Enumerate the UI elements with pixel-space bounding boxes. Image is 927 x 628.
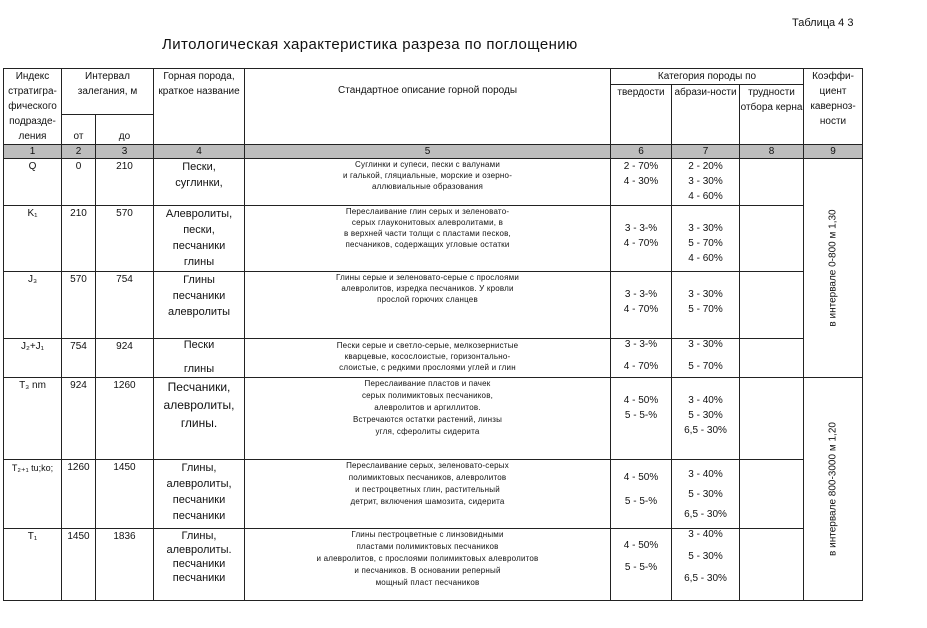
depth-from: 210 xyxy=(62,206,96,272)
col-num: 3 xyxy=(96,145,154,159)
col-num: 1 xyxy=(4,145,62,159)
depth-from: 1260 xyxy=(62,460,96,529)
coefficient-upper xyxy=(804,159,863,378)
col-num: 4 xyxy=(154,145,245,159)
rock-description: Пески серые и светло-серые, мелкозернистые кварцевые, косослоистые, горизонтально- слоистые, с редкими прослоями углей и глин xyxy=(245,339,611,378)
coring-value xyxy=(740,272,804,339)
hardness-value: 4 - 50% 5 - 5-% xyxy=(611,460,672,529)
depth-to: 210 xyxy=(96,159,154,206)
abrasiveness-value: 3 - 30% 5 - 70% xyxy=(672,272,740,339)
depth-to: 924 xyxy=(96,339,154,378)
header-abrasiveness: абрази-ности xyxy=(672,85,740,145)
rock-description: Переслаивание пластов и пачек серых полимиктовых песчаников, алевролитов и аргиллитов. Встречаются остатки растений, линзы угля, сферолиты сидерита xyxy=(245,378,611,460)
rock-description: Суглинки и супеси, пески с валунами и галькой, гляциальные, морские и озерно- аллювиальные образования xyxy=(245,159,611,206)
depth-from: 924 xyxy=(62,378,96,460)
hardness-value: 3 - 3-% 4 - 70% xyxy=(611,272,672,339)
col-num: 2 xyxy=(62,145,96,159)
coring-value xyxy=(740,159,804,206)
abrasiveness-value: 3 - 40% 5 - 30% 6,5 - 30% xyxy=(672,460,740,529)
strat-index: J₂+J₁ xyxy=(4,339,62,378)
depth-to: 570 xyxy=(96,206,154,272)
table-row xyxy=(4,378,863,460)
col-num: 7 xyxy=(672,145,740,159)
table-row xyxy=(4,529,863,601)
depth-from: 570 xyxy=(62,272,96,339)
hardness-value: 3 - 3-% 4 - 70% xyxy=(611,339,672,378)
rock-description: Переслаивание серых, зеленовато-серых полимиктовых песчаников, алевролитов и пестроцветных глин, растительный детрит, включения шамозита, сидерита xyxy=(245,460,611,529)
abrasiveness-value: 3 - 30% 5 - 70% xyxy=(672,339,740,378)
header-description: Стандартное описание горной породы xyxy=(245,69,611,145)
abrasiveness-value: 3 - 40% 5 - 30% 6,5 - 30% xyxy=(672,378,740,460)
strat-index: J₃ xyxy=(4,272,62,339)
strat-index: T₁ xyxy=(4,529,62,601)
table-row xyxy=(4,159,863,206)
header-coring: трудности отбора керна xyxy=(740,85,804,145)
rock-name: Песчаники, алевролиты, глины. xyxy=(154,378,245,460)
rock-name: Глины песчаники алевролиты xyxy=(154,272,245,339)
col-num: 6 xyxy=(611,145,672,159)
hardness-value: 4 - 50% 5 - 5-% xyxy=(611,378,672,460)
rock-name: Пески, суглинки, xyxy=(154,159,245,206)
coefficient-lower-text: в интервале 800-3000 м 1,20 xyxy=(827,422,839,556)
coefficient-lower xyxy=(804,378,863,601)
rock-description: Глины серые и зеленовато-серые с прослоями алевролитов, изредка песчаников. У кровли прослой горючих сланцев xyxy=(245,272,611,339)
coring-value xyxy=(740,339,804,378)
strat-index: Q xyxy=(4,159,62,206)
rock-name: Пески глины xyxy=(154,339,245,378)
rock-description: Глины пестроцветные с линзовидными пластами полимиктовых песчаников и алевролитов, с прослоями полимиктовых алевролитов и песчаников. В основании реперный мощный пласт песчаников xyxy=(245,529,611,601)
table-row xyxy=(4,206,863,272)
coefficient-upper-text: в интервале 0-800 м 1,30 xyxy=(827,209,839,327)
column-number-row xyxy=(4,145,863,159)
header-coefficient: Коэффи-циент каверноз-ности xyxy=(804,69,863,145)
depth-to: 1450 xyxy=(96,460,154,529)
col-num: 9 xyxy=(804,145,863,159)
depth-from: 1450 xyxy=(62,529,96,601)
strat-index: T₂₊₁ tu;ko; xyxy=(4,460,62,529)
header-index: Индекс стратигра-фического подразде-ления xyxy=(4,69,62,145)
strat-index: K₁ xyxy=(4,206,62,272)
table-row xyxy=(4,460,863,529)
hardness-value: 4 - 50% 5 - 5-% xyxy=(611,529,672,601)
table-row xyxy=(4,339,863,378)
abrasiveness-value: 3 - 40% 5 - 30% 6,5 - 30% xyxy=(672,529,740,601)
header-category: Категория породы по xyxy=(611,69,804,85)
header-interval: Интервал залегания, м xyxy=(62,69,154,115)
coring-value xyxy=(740,460,804,529)
header-to: до xyxy=(96,115,154,145)
abrasiveness-value: 3 - 30% 5 - 70% 4 - 60% xyxy=(672,206,740,272)
rock-name: Алевролиты, пески, песчаники глины xyxy=(154,206,245,272)
coring-value xyxy=(740,529,804,601)
rock-description: Переслаивание глин серых и зеленовато- серых глауконитовых алевролитами, в в верхней части толщи с пластами песков, песчаников, содержащих угловые остатки xyxy=(245,206,611,272)
depth-to: 754 xyxy=(96,272,154,339)
header-rock: Горная порода, краткое название xyxy=(154,69,245,145)
header-from: от xyxy=(62,115,96,145)
depth-to: 1836 xyxy=(96,529,154,601)
strat-index: T₃ nm xyxy=(4,378,62,460)
rock-name: Глины, алевролиты. песчаники песчаники xyxy=(154,529,245,601)
document-title: Литологическая характеристика разреза по поглощению xyxy=(162,36,578,53)
hardness-value: 2 - 70% 4 - 30% xyxy=(611,159,672,206)
header-hardness: твердости xyxy=(611,85,672,145)
abrasiveness-value: 2 - 20% 3 - 30% 4 - 60% xyxy=(672,159,740,206)
coring-value xyxy=(740,206,804,272)
depth-from: 754 xyxy=(62,339,96,378)
table-row xyxy=(4,272,863,339)
table-number: Таблица 4 3 xyxy=(792,17,854,29)
col-num: 5 xyxy=(245,145,611,159)
depth-to: 1260 xyxy=(96,378,154,460)
col-num: 8 xyxy=(740,145,804,159)
hardness-value: 3 - 3-% 4 - 70% xyxy=(611,206,672,272)
rock-name: Глины, алевролиты, песчаники песчаники xyxy=(154,460,245,529)
coring-value xyxy=(740,378,804,460)
lithology-table xyxy=(3,68,863,601)
depth-from: 0 xyxy=(62,159,96,206)
